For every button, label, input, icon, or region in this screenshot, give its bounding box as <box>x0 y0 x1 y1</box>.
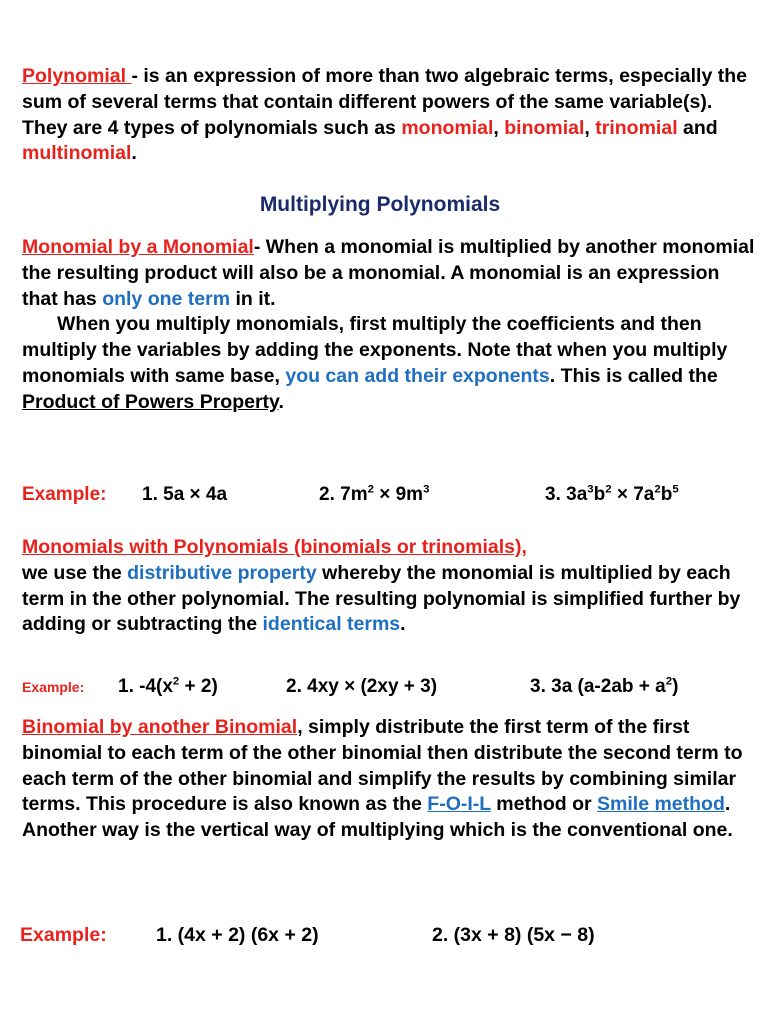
only-one-term: only one term <box>102 287 231 310</box>
period: . <box>278 390 284 413</box>
separator: , <box>584 116 596 139</box>
example1-item3: 3. $3a^3b^2 \times 7a^2b^5$ <box>545 483 679 505</box>
type-binomial: binomial <box>504 116 585 139</box>
section1-title: Monomial by a Monomial <box>22 236 254 258</box>
type-trinomial: trinomial <box>595 116 678 139</box>
example2-item3: 3. 3a $(a-2ab + a^2)$ <box>530 675 679 697</box>
example-label: Example: <box>22 679 85 695</box>
section1-text: - When a monomial is multiplied by another monomial the resulting product will also be a monomial. A monomial is an expression that has <box>22 236 755 310</box>
section3-text: , simply distribute the first term of the first binomial to each term of the other binomial then distribute the second term to each term of the other binomial and simplify the results by combining similar terms. This procedure is also known as the <box>22 716 743 816</box>
type-monomial: monomial <box>401 116 494 139</box>
polynomial-term: Polynomial <box>22 65 132 87</box>
section2-text2: whereby the monomial is multiplied by each term in the other polynomial. The resulting polynomial is simplified further by adding or subtracting the <box>22 561 741 636</box>
distributive-property: distributive property <box>127 561 317 584</box>
example3-row <box>20 924 595 947</box>
separator: , <box>493 116 505 139</box>
example2-item2: 2. 4xy × (2xy + 3) <box>286 676 438 697</box>
section2-text: we use the <box>22 561 128 584</box>
intro-paragraph <box>22 64 758 167</box>
identical-terms: identical terms <box>262 613 401 636</box>
section-heading: Multiplying Polynomials <box>259 193 501 216</box>
conjunction: and <box>677 116 718 139</box>
section3-paragraph <box>22 715 758 844</box>
section3-title: Binomial by another Binomial <box>22 716 298 738</box>
type-multinomial: multinomial <box>22 142 132 165</box>
intro-text: - is an expression of more than two algebraic terms, especially the sum of several terms that contain different powers of the same variable(s). They are 4 types of polynomials such as <box>22 65 747 139</box>
section1-paragraph <box>22 235 758 416</box>
example2-item1: 1. $-4(x^2 + 2)$ <box>118 675 218 697</box>
product-of-powers-property: Product of Powers Property <box>22 390 279 413</box>
example3-item1: 1. (4x + 2) (6x + 2) <box>156 924 319 946</box>
section2-paragraph <box>22 535 758 638</box>
period: . <box>131 142 137 165</box>
section1-text-end: in it. <box>230 287 276 310</box>
section2-title: Monomials with Polynomials (binomials or trinomials), <box>22 536 527 558</box>
example-label: Example: <box>22 484 107 505</box>
smile-method-link: Smile method <box>597 793 725 816</box>
example1-item2: 2. $7m^2 \times 9m^3$ <box>319 483 430 505</box>
example-label: Example: <box>20 924 107 946</box>
add-exponents: you can add their exponents <box>285 364 550 387</box>
period: . <box>400 613 406 636</box>
section1-para2: When you multiply monomials, first multiply the coefficients and then multiply the variables by adding the exponents. Note that when you multiply monomials with same base, <box>22 313 728 387</box>
example3-item2: 2. (3x + 8) (5x − 8) <box>432 924 595 946</box>
example1-item1: 1. 5a × 4a <box>142 484 228 505</box>
section3-text2: method or <box>490 793 598 816</box>
section1-para2b: . This is called the <box>549 364 718 387</box>
example2-row <box>22 675 679 698</box>
foil-link: F-O-I-L <box>427 793 491 816</box>
section3-text3: . Another way is the vertical way of multiplying which is the conventional one. <box>22 793 733 842</box>
example1-row <box>22 483 679 506</box>
